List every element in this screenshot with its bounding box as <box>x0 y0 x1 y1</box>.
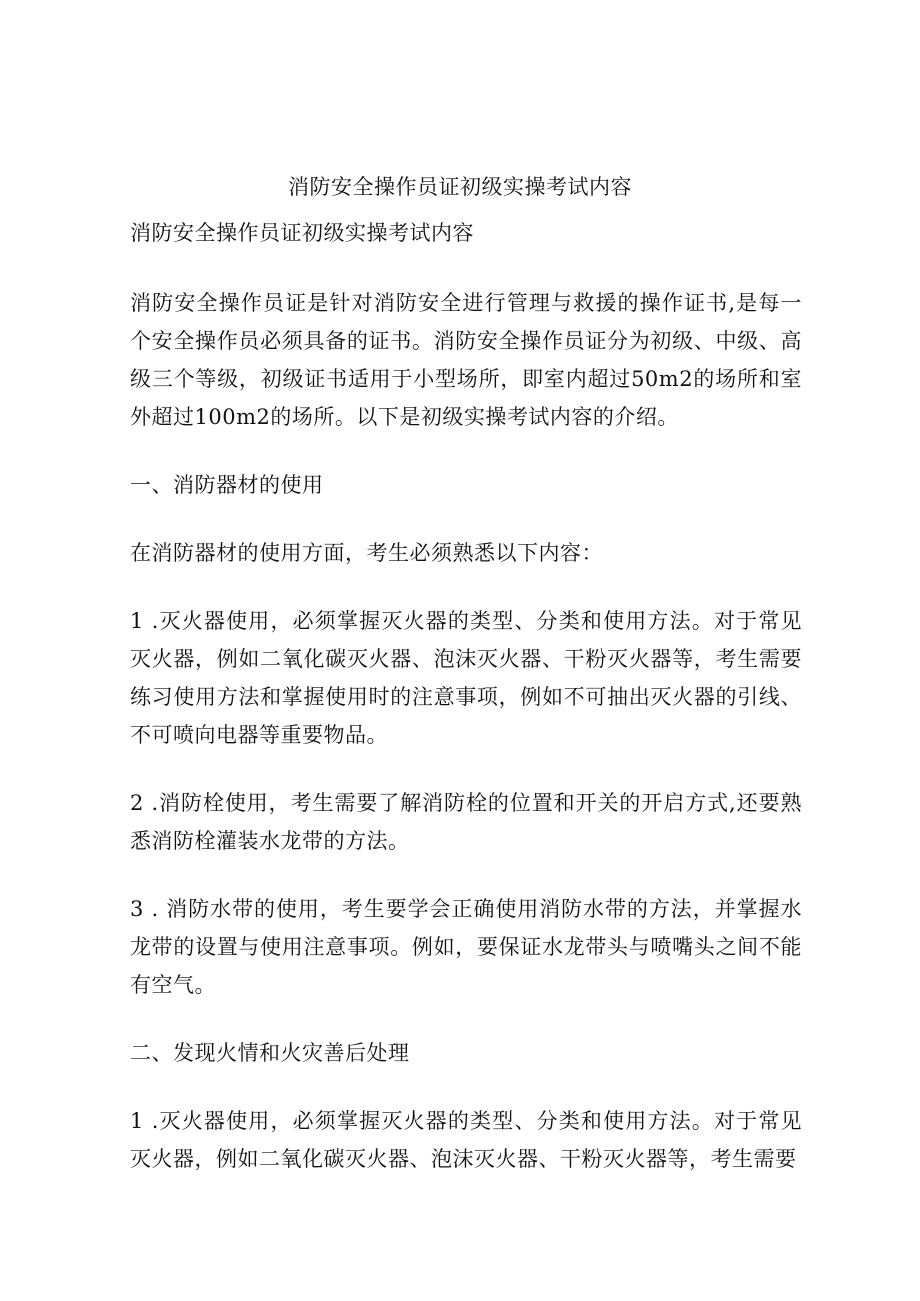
item-extinguisher-paragraph: 1 .灭火器使用，必须掌握灭火器的类型、分类和使用方法。对于常见灭火器，例如二氧化碳灭火器、泡沫灭火器、干粉灭火器等，考生需要练习使用方法和掌握使用时的注意事项，例如不可抽出灭火器的引线、不可喷向电器等重要物品。 <box>130 609 802 747</box>
subtitle-paragraph: 消防安全操作员证初级实操考试内容 <box>130 221 474 245</box>
item-hose-paragraph: 3 . 消防水带的使用，考生要学会正确使用消防水带的方法，并掌握水龙带的设置与使用注意事项。例如，要保证水龙带头与喷嘴头之间不能有空气。 <box>130 897 802 997</box>
section-intro-paragraph: 在消防器材的使用方面，考生必须熟悉以下内容： <box>130 541 603 565</box>
section-heading-1: 一、消防器材的使用 <box>130 473 324 497</box>
item-extinguisher-repeat-paragraph: 1 .灭火器使用，必须掌握灭火器的类型、分类和使用方法。对于常见灭火器，例如二氧化碳灭火器、泡沫灭火器、干粉灭火器等，考生需要 <box>130 1109 802 1171</box>
item-hydrant-paragraph: 2 .消防栓使用，考生需要了解消防栓的位置和开关的开启方式,还要熟悉消防栓灌装水龙带的方法。 <box>130 791 802 853</box>
intro-paragraph: 消防安全操作员证是针对消防安全进行管理与救援的操作证书,是每一个安全操作员必须具备的证书。消防安全操作员证分为初级、中级、高级三个等级，初级证书适用于小型场所，即室内超过50m2的场所和室外超过100m2的场所。以下是初级实操考试内容的介绍。 <box>130 291 802 429</box>
document-body <box>130 214 802 1208</box>
document-title: 消防安全操作员证初级实操考试内容 <box>288 175 632 199</box>
section-heading-2: 二、发现火情和火灾善后处理 <box>130 1041 410 1065</box>
